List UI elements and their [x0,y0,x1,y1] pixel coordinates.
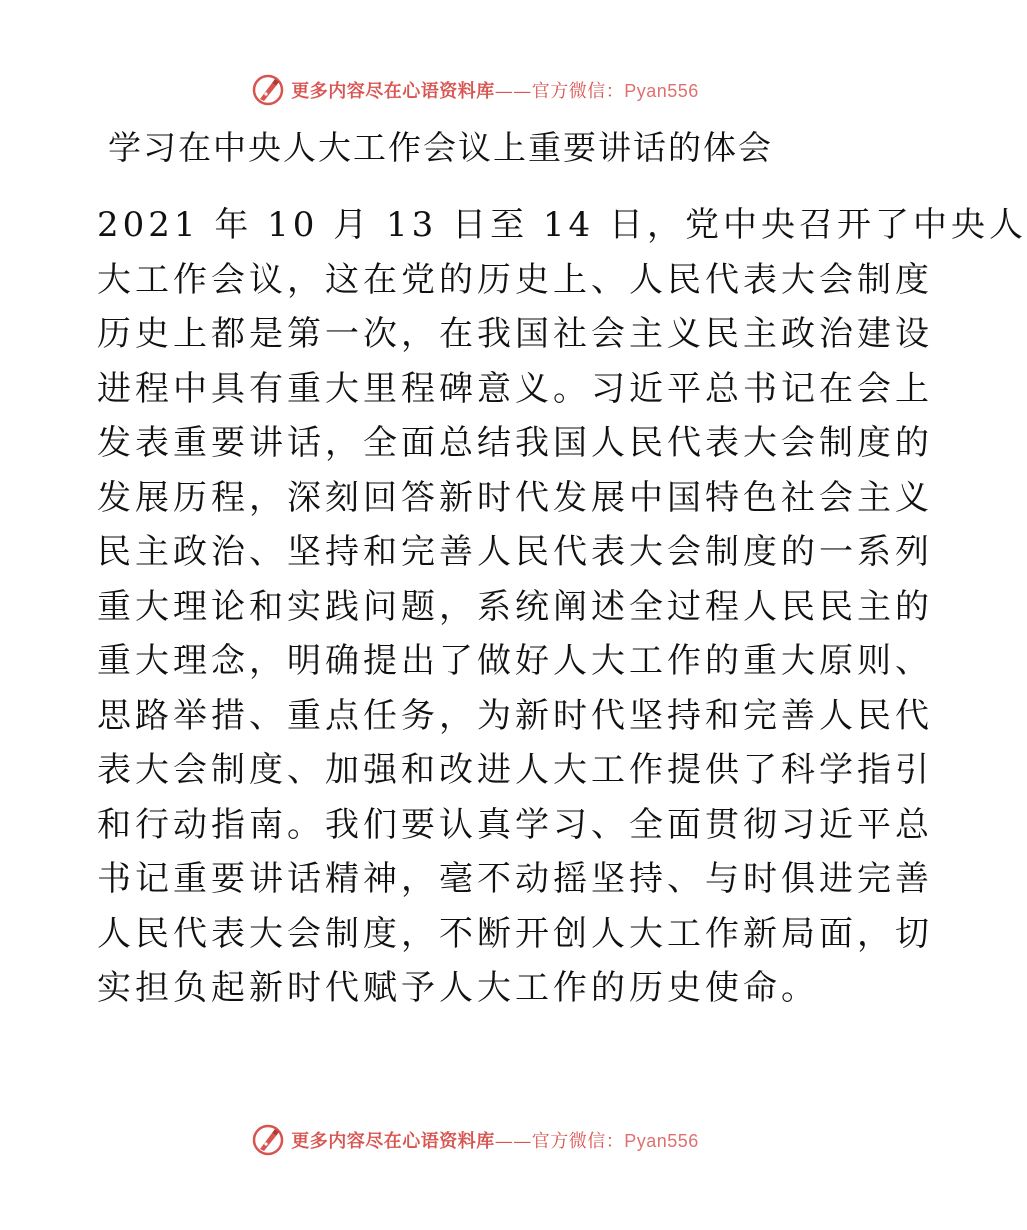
body-line: 重大理念，明确提出了做好人大工作的重大原则、 [97,641,933,681]
watermark-text [291,1127,699,1153]
document-body [97,198,1027,1016]
body-line: 表大会制度、加强和改进人大工作提供了科学指引 [97,750,933,790]
watermark-separator: —— [494,81,532,102]
body-line: 和行动指南。我们要认真学习、全面贯彻习近平总 [97,804,933,845]
watermark-lead: 更多内容尽在心语资料库 [291,81,495,102]
watermark-text [291,77,699,103]
pen-nib-logo-icon [251,73,285,107]
body-line: 进程中具有重大里程碑意义。习近平总书记在会上 [97,368,933,409]
watermark-separator: —— [494,1131,532,1152]
body-line: 思路举措、重点任务，为新时代坚持和完善人民代 [97,695,933,736]
body-line: 重大理论和实践问题，系统阐述全过程人民民主的 [97,586,933,627]
pen-nib-logo-icon [251,1123,285,1157]
watermark-lead: 更多内容尽在心语资料库 [291,1131,495,1152]
watermark-suffix: 官方微信： [531,1131,625,1152]
body-line: 实担负起新时代赋予人大工作的历史使命。 [97,968,819,1008]
body-line: 书记重要讲话精神，毫不动摇坚持、与时俱进完善 [97,859,933,899]
watermark-wechat-id: Pyan556 [624,81,699,101]
document-title: 学习在中央人大工作会议上重要讲话的体会 [108,128,773,167]
body-line: 人民代表大会制度，不断开创人大工作新局面，切 [97,913,933,954]
watermark-suffix: 官方微信： [531,81,625,102]
header-watermark [0,70,950,110]
body-line: 2021 年 10 月 13 日至 14 日，党中央召开了中央人 [97,205,1027,245]
body-line: 大工作会议，这在党的历史上、人民代表大会制度 [97,259,933,300]
footer-watermark [0,1120,950,1160]
watermark-wechat-id: Pyan556 [624,1131,699,1151]
body-line: 民主政治、坚持和完善人民代表大会制度的一系列 [97,532,933,572]
body-line: 发展历程，深刻回答新时代发展中国特色社会主义 [97,477,933,518]
body-line: 发表重要讲话，全面总结我国人民代表大会制度的 [97,423,933,463]
body-line: 历史上都是第一次，在我国社会主义民主政治建设 [97,314,933,354]
